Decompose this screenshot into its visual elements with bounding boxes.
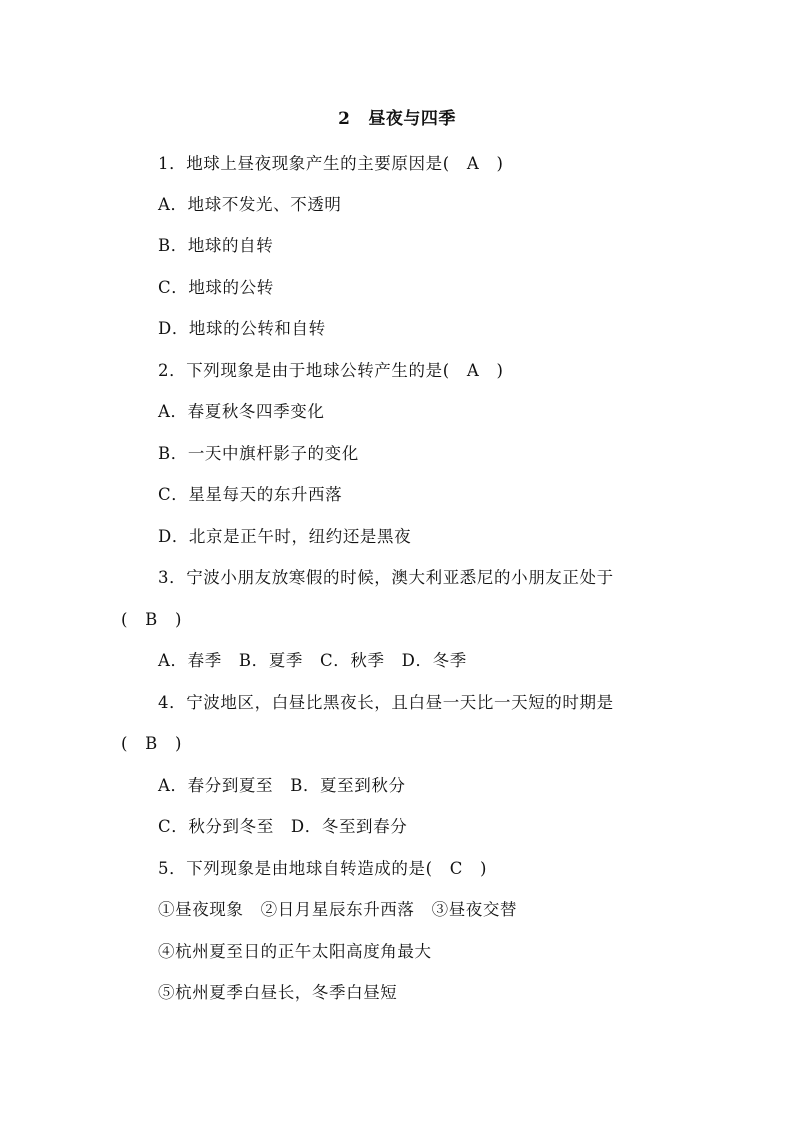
question-1-stem: 1．地球上昼夜现象产生的主要原因是( A ) <box>158 154 504 173</box>
question-1-option-d: D．地球的公转和自转 <box>158 319 326 338</box>
question-2-option-d: D．北京是正午时，纽约还是黑夜 <box>158 527 412 546</box>
question-1-option-b: B．地球的自转 <box>158 236 274 255</box>
question-4-options-ab: A．春分到夏至 B．夏至到秋分 <box>158 776 406 795</box>
question-1-option-a: A．地球不发光、不透明 <box>158 195 342 214</box>
question-3-answer: ( B ) <box>121 610 182 629</box>
section-title <box>0 104 794 129</box>
question-2-option-a: A．春夏秋冬四季变化 <box>158 402 325 421</box>
question-5-item-4: ④杭州夏至日的正午太阳高度角最大 <box>158 942 432 961</box>
question-2-stem: 2．下列现象是由于地球公转产生的是( A ) <box>158 361 504 380</box>
question-2-option-b: B．一天中旗杆影子的变化 <box>158 444 359 463</box>
question-5-items-1-3: ①昼夜现象 ②日月星辰东升西落 ③昼夜交替 <box>158 900 518 919</box>
question-3-options: A．春季 B．夏季 C．秋季 D．冬季 <box>158 651 467 670</box>
question-2-option-c: C．星星每天的东升西落 <box>158 485 343 504</box>
section-title-text: 昼夜与四季 <box>368 109 456 129</box>
question-5-stem: 5．下列现象是由地球自转造成的是( C ) <box>158 859 488 878</box>
question-5-item-5: ⑤杭州夏季白昼长，冬季白昼短 <box>158 983 398 1002</box>
question-3-stem: 3．宁波小朋友放寒假的时候，澳大利亚悉尼的小朋友正处于 <box>158 568 614 587</box>
question-4-options-cd: C．秋分到冬至 D．冬至到春分 <box>158 817 408 836</box>
question-4-answer: ( B ) <box>121 734 182 753</box>
question-4-stem: 4．宁波地区，白昼比黑夜长，且白昼一天比一天短的时期是 <box>158 693 614 712</box>
section-number: 2 <box>338 109 351 129</box>
question-1-option-c: C．地球的公转 <box>158 278 274 297</box>
